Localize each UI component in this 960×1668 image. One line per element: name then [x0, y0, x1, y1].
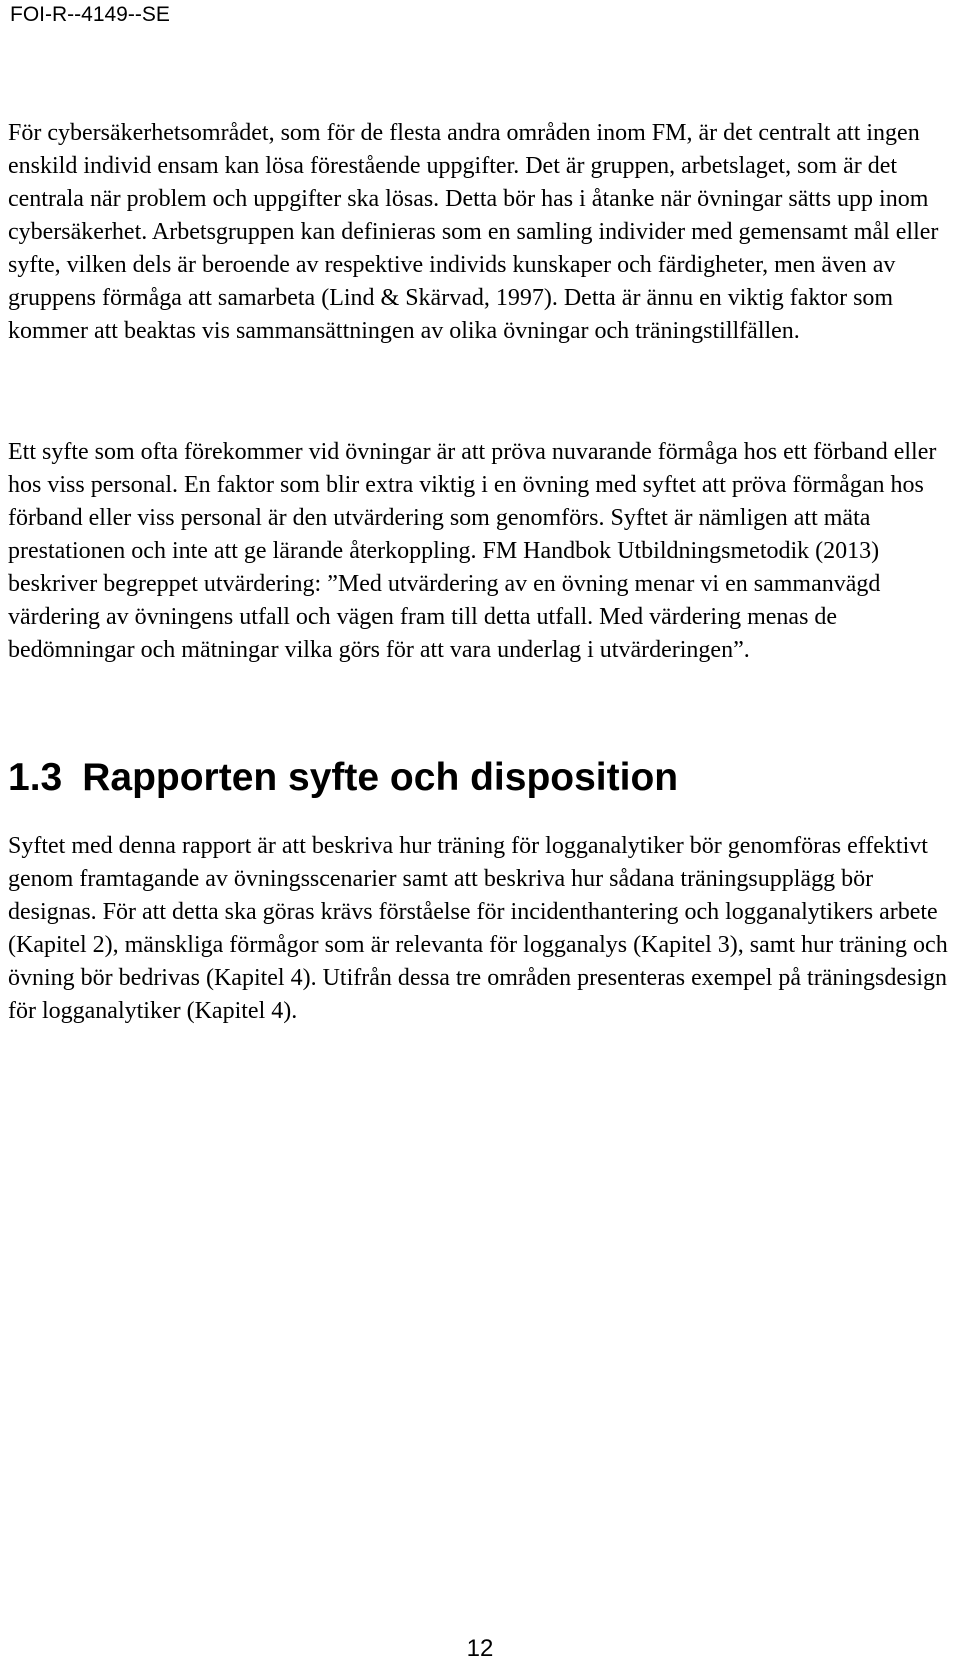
- body-paragraph-1: För cybersäkerhetsområdet, som för de flesta andra områden inom FM, är det centralt att ingen enskild individ ensam kan lösa förestående uppgifter. Det är gruppen, arbetslaget, som är det centrala när problem och uppgifter ska lösas. Detta bör has i åtanke när övningar sätts upp inom cybersäkerhet. Arbetsgruppen kan definieras som en samling individer med gemensamt mål eller syfte, vilken dels är beroende av respektive individs kunskaper och färdigheter, men även av gruppens förmåga att samarbeta (Lind & Skärvad, 1997). Detta är ännu en viktig faktor som kommer att beaktas vis sammansättningen av olika övningar och träningstillfällen.: [8, 120, 939, 344]
- section-number: 1.3: [8, 756, 63, 799]
- document-code: FOI-R--4149--SE: [10, 3, 170, 26]
- section-title: Rapporten syfte och disposition: [82, 756, 679, 799]
- section-heading: [8, 753, 678, 803]
- body-paragraph-2: Ett syfte som ofta förekommer vid övningar är att pröva nuvarande förmåga hos ett förband eller hos viss personal. En faktor som blir extra viktig i en övning med syftet att pröva förmågan hos förband eller viss personal är den utvärdering som genomförs. Syftet är nämligen att mäta prestationen och inte att ge lärande återkoppling. FM Handbok Utbildningsmetodik (2013) beskriver begreppet utvärdering: ”Med utvärdering av en övning menar vi en sammanvägd värdering av övningens utfall och vägen fram till detta utfall. Med värdering menas de bedömningar och mätningar vilka görs för att vara underlag i utvärderingen”.: [8, 439, 937, 663]
- page-number: 12: [466, 1635, 494, 1662]
- body-paragraph-3: Syftet med denna rapport är att beskriva hur träning för logganalytiker bör genomföras effektivt genom framtagande av övningsscenarier samt att beskriva hur sådana träningsupplägg bör designas. För att detta ska göras krävs förståelse för incidenthantering och logganalytikers arbete (Kapitel 2), mänskliga förmågor som är relevanta för logganalys (Kapitel 3), samt hur träning och övning bör bedrivas (Kapitel 4). Utifrån dessa tre områden presenteras exempel på träningsdesign för logganalytiker (Kapitel 4).: [8, 833, 948, 1024]
